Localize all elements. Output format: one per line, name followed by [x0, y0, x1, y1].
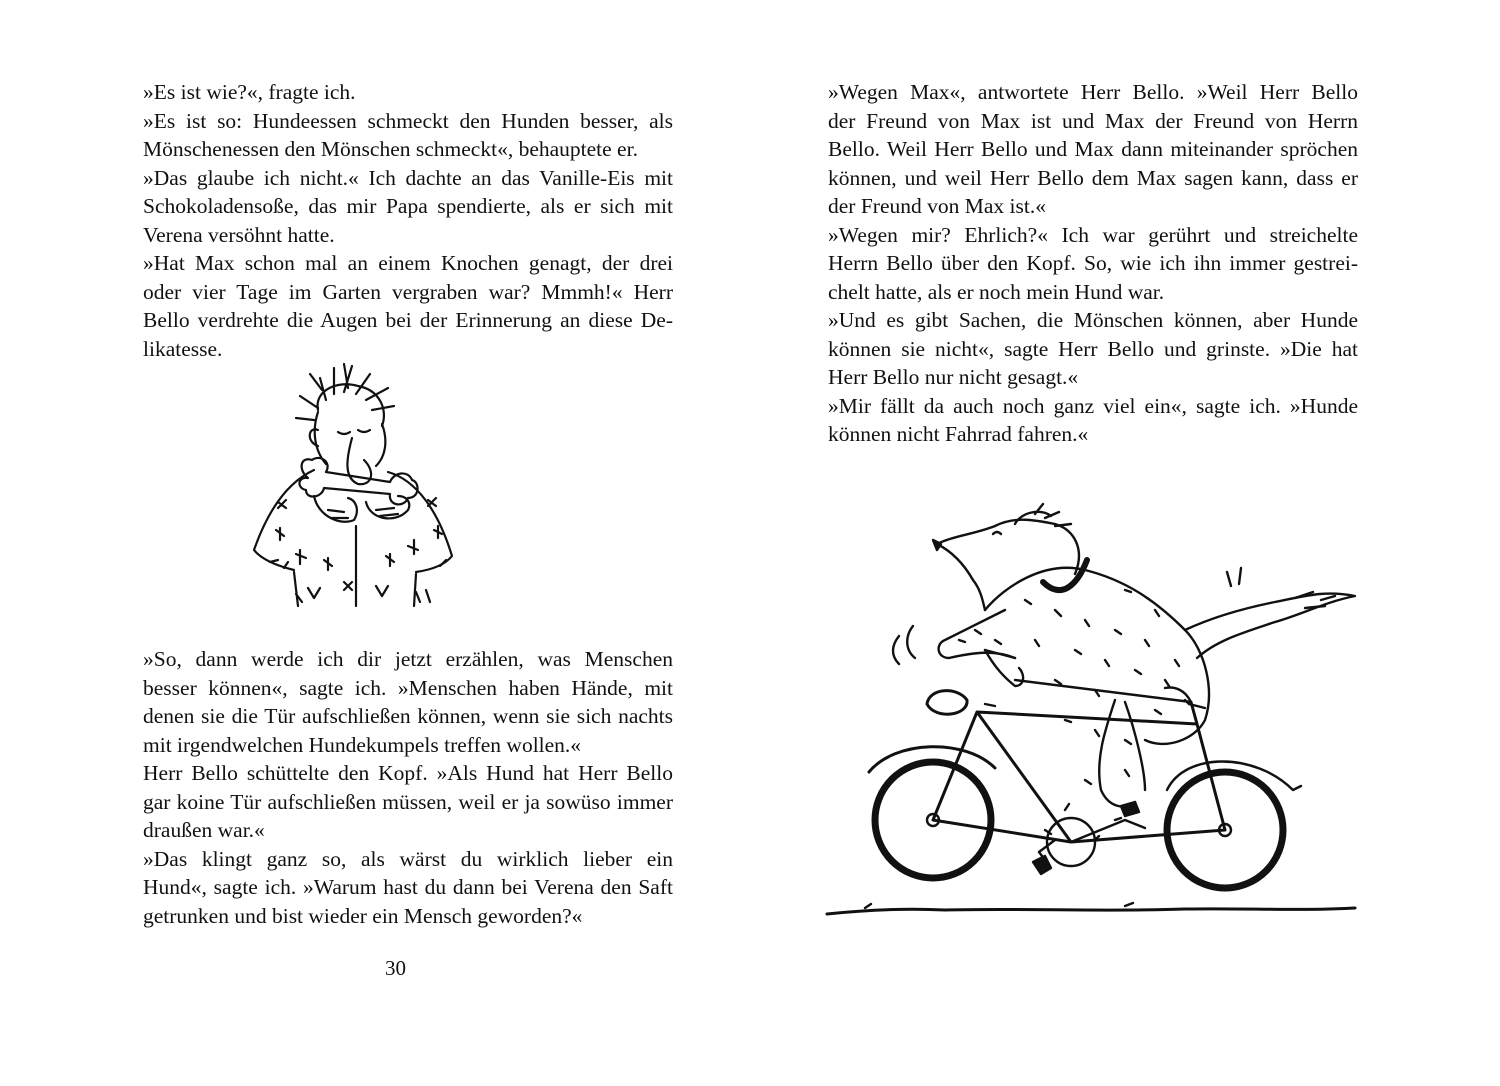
text-line: besser können«, sagte ich. »Menschen haben Hände, mit: [143, 675, 673, 700]
text-line: Bello. Weil Herr Bello und Max dann miteinander spröchen: [828, 137, 1358, 161]
text-line: Herrn Bello über den Kopf. So, wie ich ihn immer gestrei-: [828, 251, 1358, 275]
text-line: können sie nicht«, sagte Herr Bello und grinste. »Die hat: [828, 336, 1358, 361]
text-line: mit irgendwelchen Hundekumpels treffen wollen.«: [143, 732, 582, 757]
text-line: »Wegen mir? Ehrlich?« Ich war gerührt und streichelte: [828, 222, 1358, 247]
text-line: likatesse.: [143, 336, 223, 361]
text-line: denen sie die Tür aufschließen können, wenn sie sich nachts: [143, 704, 673, 728]
text-line: draußen war.«: [143, 818, 265, 842]
text-line: »Hat Max schon mal an einem Knochen genagt, der drei: [143, 251, 673, 275]
text-line: der Freund von Max ist und Max der Freund von Herrn: [828, 108, 1358, 133]
text-line: gar koine Tür aufschließen müssen, weil er ja sowüso immer: [143, 789, 673, 814]
text-line: Verena versöhnt hatte.: [143, 222, 335, 247]
text-line: Schokoladensoße, das mir Papa spendierte, als er sich mit: [143, 194, 673, 218]
text-line: getrunken und bist wieder ein Mensch geworden?«: [143, 903, 583, 928]
text-line: Herr Bello nur nicht gesagt.«: [828, 365, 1079, 389]
dog-riding-bicycle-icon: [825, 490, 1365, 920]
text-line: Mönschenessen den Mönschen schmeckt«, behauptete er.: [143, 137, 638, 161]
text-line: »So, dann werde ich dir jetzt erzählen, was Menschen: [143, 647, 673, 671]
text-line: Hund«, sagte ich. »Warum hast du dann bei Verena den Saft: [143, 875, 673, 899]
left-bottom-text: [143, 645, 673, 930]
text-line: »Mir fällt da auch noch ganz viel ein«, sagte ich. »Hunde: [828, 393, 1358, 418]
left-top-text: [143, 78, 673, 363]
text-line: »Das glaube ich nicht.« Ich dachte an das Vanille-Eis mit: [143, 165, 673, 190]
page-number: 30: [385, 956, 406, 980]
text-line: »Es ist so: Hundeessen schmeckt den Hunden besser, als: [143, 108, 673, 133]
text-line: oder vier Tage im Garten vergraben war? Mmmh!« Herr: [143, 279, 673, 304]
text-line: können, und weil Herr Bello dem Max sagen kann, dass er: [828, 165, 1358, 190]
text-line: Bello verdrehte die Augen bei der Erinnerung an diese De-: [143, 308, 673, 332]
text-line: »Wegen Max«, antwortete Herr Bello. »Weil Herr Bello: [828, 80, 1358, 104]
text-line: »Und es gibt Sachen, die Mönschen können, aber Hunde: [828, 308, 1358, 332]
text-line: chelt hatte, als er noch mein Hund war.: [828, 279, 1165, 304]
text-line: Herr Bello schüttelte den Kopf. »Als Hund hat Herr Bello: [143, 761, 673, 785]
text-line: »Das klingt ganz so, als wärst du wirklich lieber ein: [143, 846, 673, 871]
text-line: der Freund von Max ist.«: [828, 194, 1046, 218]
boy-chewing-bone-icon: [248, 360, 464, 612]
text-line: »Es ist wie?«, fragte ich.: [143, 80, 356, 104]
text-line: können nicht Fahrrad fahren.«: [828, 422, 1089, 446]
right-top-text: [828, 78, 1358, 449]
